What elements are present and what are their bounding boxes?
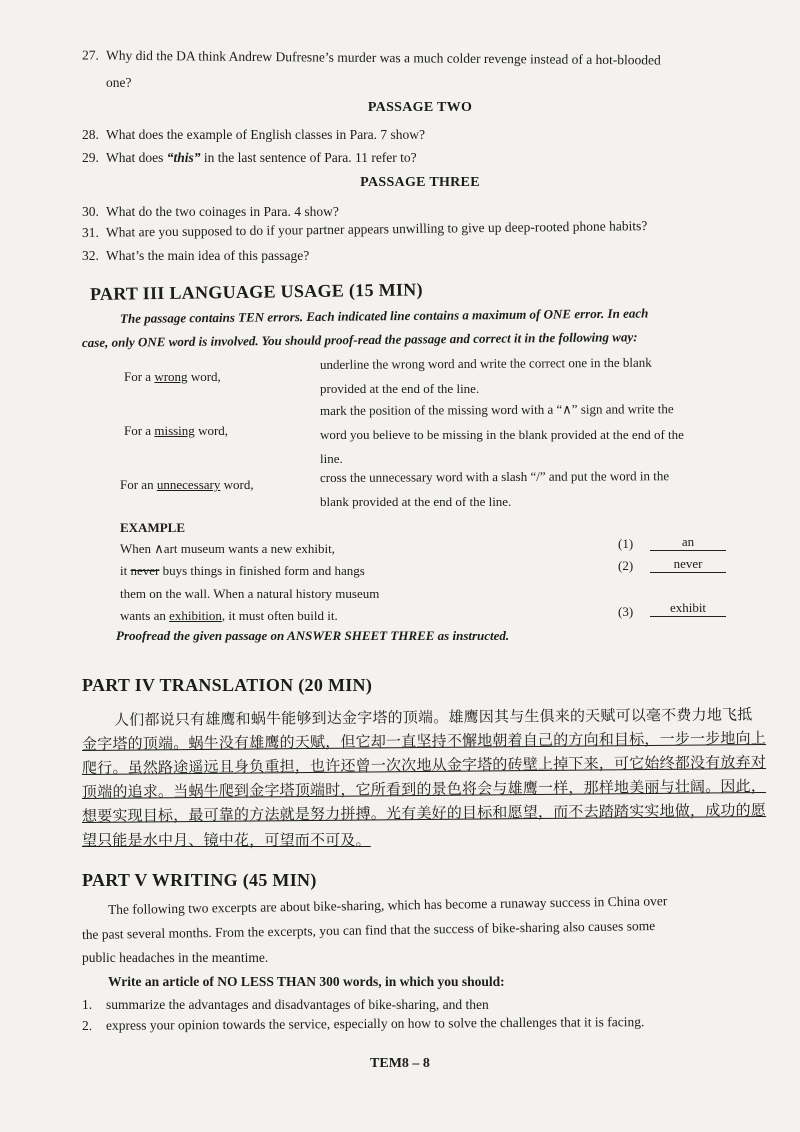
- answer-3-number: (3): [618, 604, 634, 619]
- question-31: [82, 218, 648, 241]
- question-28: [82, 127, 425, 143]
- question-text-pre: What does: [106, 150, 167, 165]
- writing-intro-line-1: The following two excerpts are about bike-sharing, which has become a runaway success in China over: [107, 893, 668, 917]
- example-line-4: wants an exhibition, it must often build it.: [120, 608, 338, 623]
- writing-task: Write an article of NO LESS THAN 300 words, in which you should:: [108, 974, 505, 989]
- question-text: Why did the DA think Andrew Dufresne’s murder was a much colder revenge instead of a hot-blooded: [105, 47, 661, 68]
- answer-2-number: (2): [618, 558, 634, 573]
- rule-missing-desc-3: line.: [320, 451, 343, 466]
- writing-intro-line-3: public headaches in the meantime.: [82, 950, 269, 965]
- translation-line-4: 顶端的追求。当蜗牛爬到金字塔顶端时，它所看到的景色将会与雄鹰一样，那样地美丽与壮阔。因此，: [81, 779, 767, 801]
- part-3-instruction-line-1: The passage contains TEN errors. Each indicated line contains a maximum of ONE error. In each: [119, 305, 649, 326]
- question-text: one?: [106, 75, 132, 90]
- crossed-word: never: [130, 563, 160, 578]
- rule-missing-desc-2: word you believe to be missing in the blank provided at the end of the: [320, 427, 684, 442]
- translation-line-6: 望只能是水中月、镜中花，可望而不可及。: [82, 833, 371, 849]
- answer-3-blank: exhibit: [650, 600, 726, 617]
- example-line-2: it never buys things in finished form and hangs: [120, 563, 365, 578]
- proofread-instruction: Proofread the given passage on ANSWER SHEET THREE as instructed.: [116, 628, 510, 643]
- question-text: What do the two coinages in Para. 4 show?: [106, 204, 339, 219]
- question-number: 27.: [81, 47, 99, 63]
- answer-1-number: (1): [618, 536, 634, 551]
- keyword-unnecessary: unnecessary: [156, 477, 221, 492]
- writing-item-1: 1. summarize the advantages and disadvantages of bike-sharing, and then: [82, 997, 489, 1012]
- passage-three-title: PASSAGE THREE: [360, 175, 480, 190]
- emphasized-word: “this”: [166, 150, 201, 165]
- question-text: What are you supposed to do if your partner appears unwilling to give up deep-rooted phone habits?: [105, 218, 648, 240]
- part-3-instruction-line-2: case, only ONE word is involved. You should proof-read the passage and correct it in the following way:: [81, 329, 638, 350]
- rule-missing-desc-1: mark the position of the missing word with a “∧” sign and write the: [319, 401, 674, 418]
- translation-line-2: 金字塔的顶端。蜗牛没有雄鹰的天赋，但它却一直坚持不懈地朝着自己的方向和目标，一步一步地向上: [81, 731, 767, 753]
- question-text: What’s the main idea of this passage?: [106, 248, 310, 263]
- underlined-word: exhibition: [169, 608, 222, 623]
- question-29: [82, 150, 417, 166]
- translation-line-3: 爬行。虽然路途遥远且身负重担，也许还曾一次次地从金字塔的砖壁上掉下来，可它始终都没有放弃对: [81, 755, 767, 777]
- passage-two-title: PASSAGE TWO: [367, 100, 473, 115]
- writing-intro-line-2: the past several months. From the excerpts, you can find that the success of bike-sharing also causes some: [81, 917, 656, 942]
- part-4-title: PART IV TRANSLATION (20 MIN): [82, 675, 373, 695]
- question-30: [82, 204, 339, 220]
- question-text-post: in the last sentence of Para. 11 refer to?: [200, 150, 417, 165]
- question-number: 30.: [82, 204, 99, 219]
- example-label: EXAMPLE: [120, 520, 185, 535]
- question-27: [82, 47, 661, 68]
- rule-unnecessary-desc-1: cross the unnecessary word with a slash “/” and put the word in the: [319, 468, 670, 485]
- rule-unnecessary-desc-2: blank provided at the end of the line.: [320, 494, 512, 509]
- question-32: [82, 248, 309, 264]
- answer-2-blank: never: [650, 556, 726, 573]
- rule-unnecessary-label: For an unnecessary word,: [120, 477, 254, 492]
- example-line-1: When ∧art museum wants a new exhibit,: [120, 541, 335, 556]
- question-number: 32.: [82, 248, 99, 263]
- translation-line-5: 想要实现目标，最可靠的方法就是努力拼搏。光有美好的目标和愿望，而不去踏踏实实地做，成功的愿: [81, 803, 767, 825]
- rule-wrong-desc-2: provided at the end of the line.: [320, 381, 480, 396]
- rule-wrong-label: For a wrong word,: [124, 369, 221, 384]
- keyword-missing: missing: [154, 423, 195, 438]
- answer-1-blank: an: [650, 534, 726, 551]
- writing-item-2: 2. express your opinion towards the service, especially on how to solve the challenges that it is facing.: [81, 1014, 645, 1033]
- rule-wrong-desc-1: underline the wrong word and write the correct one in the blank: [319, 354, 652, 372]
- part-5-title: PART V WRITING (45 MIN): [82, 870, 317, 890]
- question-number: 29.: [82, 150, 99, 165]
- example-line-3: them on the wall. When a natural history museum: [120, 586, 380, 601]
- translation-line-1: 人们都说只有雄鹰和蜗牛能够到达金字塔的顶端。雄鹰因其与生俱来的天赋可以毫不费力地飞抵: [113, 707, 753, 729]
- page-footer: TEM8 – 8: [370, 1056, 430, 1071]
- question-text: What does the example of English classes in Para. 7 show?: [106, 127, 426, 142]
- question-27-continued: [106, 75, 131, 91]
- rule-missing-label: For a missing word,: [124, 423, 229, 438]
- question-number: 31.: [81, 224, 99, 240]
- keyword-wrong: wrong: [154, 369, 188, 384]
- part-3-title: PART III LANGUAGE USAGE (15 MIN): [89, 279, 423, 304]
- question-number: 28.: [82, 127, 99, 142]
